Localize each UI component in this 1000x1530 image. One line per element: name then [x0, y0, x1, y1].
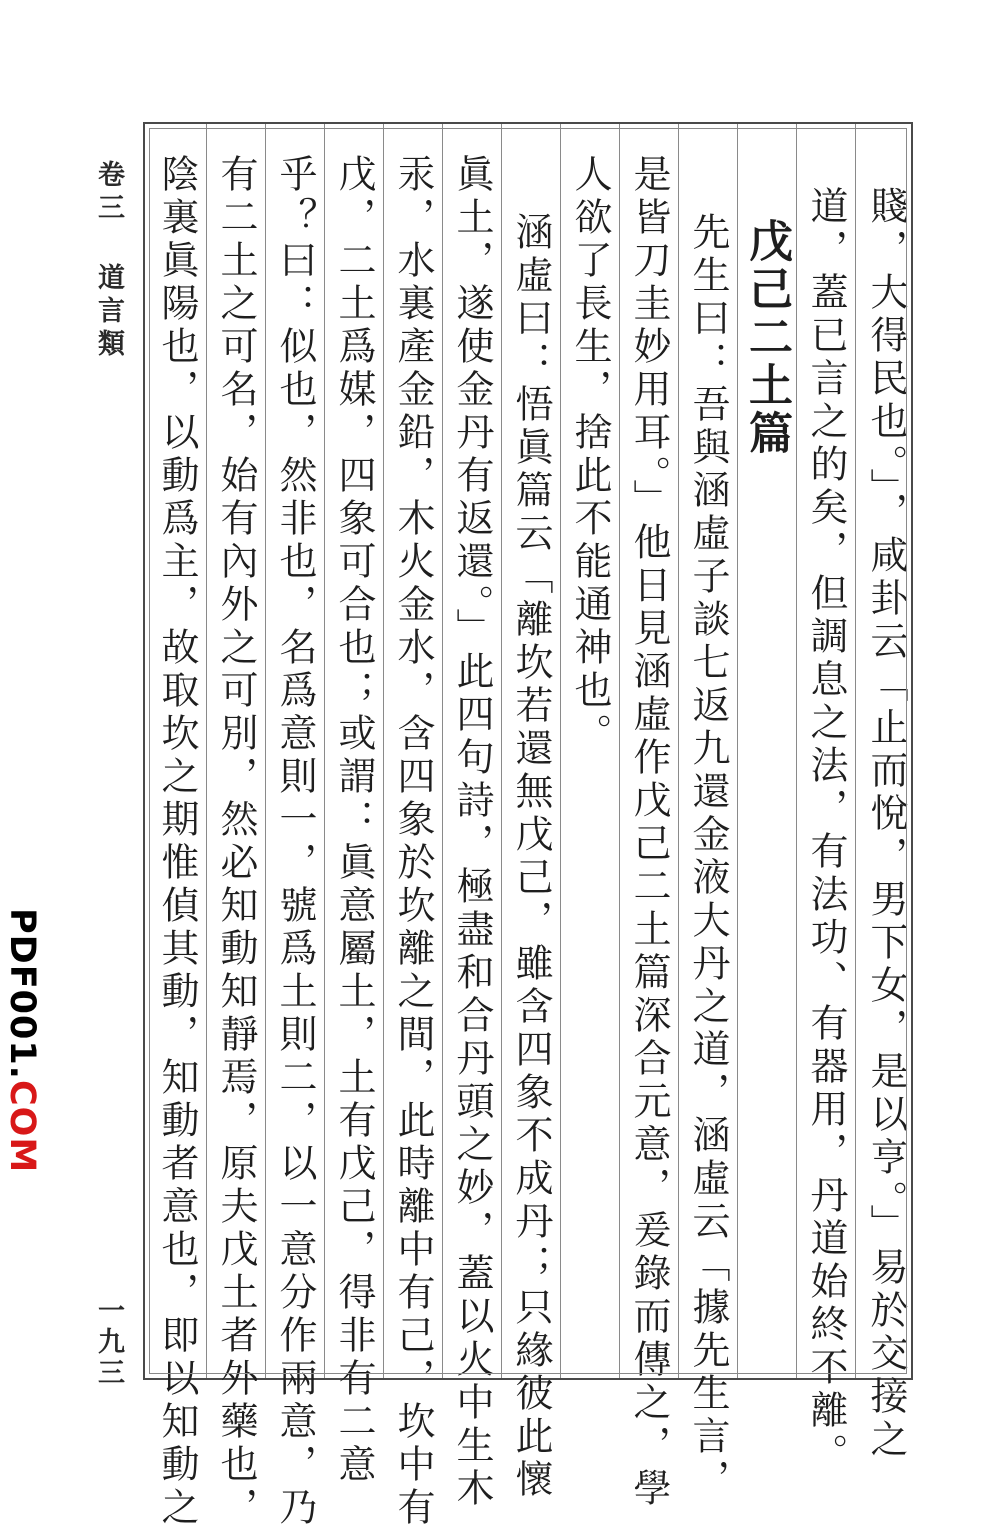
text-column: [383, 124, 442, 1530]
column-text: 乎？曰：似也，然非也，名爲意則一，號爲土則二，以一意分作兩意，乃: [273, 154, 317, 1530]
column-text: 汞，水裏產金鉛，木火金水，含四象於坎離之間，此時離中有己，坎中有: [391, 154, 435, 1530]
text-column: [560, 124, 619, 1378]
text-column: [265, 124, 324, 1530]
column-text: 賤，大得民也。」，咸卦云「止而悅，男下女，是以亨。」易於交接之: [864, 186, 908, 1462]
text-column: [147, 124, 206, 1530]
text-column: [796, 124, 855, 1476]
column-text: 戊，二土爲媒，四象可合也；或謂：眞意屬土，土有戊己，得非有二意: [332, 154, 376, 1487]
text-frame: [143, 122, 913, 1530]
text-column: [324, 124, 383, 1487]
text-column: [442, 124, 501, 1511]
column-text: 陰裏眞陽也，以動爲主，故取坎之期惟偵其動，知動者意也，即以知動之: [155, 154, 199, 1530]
watermark-red: COM: [2, 1079, 42, 1174]
text-column: [206, 124, 265, 1530]
column-text: 道，蓋已言之的矣，但調息之法，有法功、有器用，丹道始終不離。: [804, 186, 848, 1476]
column-text: 先生曰：吾與涵虛子談七返九還金液大丹之道，涵虛云「據先生言，: [686, 212, 730, 1502]
text-column: [619, 124, 678, 1511]
column-text: 有二土之可名，始有內外之可別，然必知動知靜焉，原夫戊土者外藥也，: [214, 154, 258, 1530]
column-text: 眞土，遂使金丹有返還。」此四句詩，極盡和合丹頭之妙，蓋以火中生木: [450, 154, 494, 1511]
text-column: [678, 124, 737, 1502]
section-title-column: [737, 124, 796, 1378]
running-head: 卷三 道言類: [93, 160, 124, 362]
watermark-black: PDF001.: [2, 908, 42, 1080]
column-text: 是皆刀圭妙用耳。」他日見涵虛作戊己二土篇深合元意，爰錄而傳之，學: [627, 154, 671, 1511]
page-number: 一九三: [93, 1296, 124, 1389]
watermark: [0, 908, 44, 1173]
section-title: 戊己二土篇: [741, 218, 792, 458]
column-text: 涵虛曰：悟眞篇云「離坎若還無戊己，雖含四象不成丹；只緣彼此懷: [509, 212, 553, 1502]
text-column: [855, 124, 915, 1462]
text-column: [501, 124, 560, 1502]
column-text: 人欲了長生，捨此不能通神也。: [568, 154, 612, 756]
